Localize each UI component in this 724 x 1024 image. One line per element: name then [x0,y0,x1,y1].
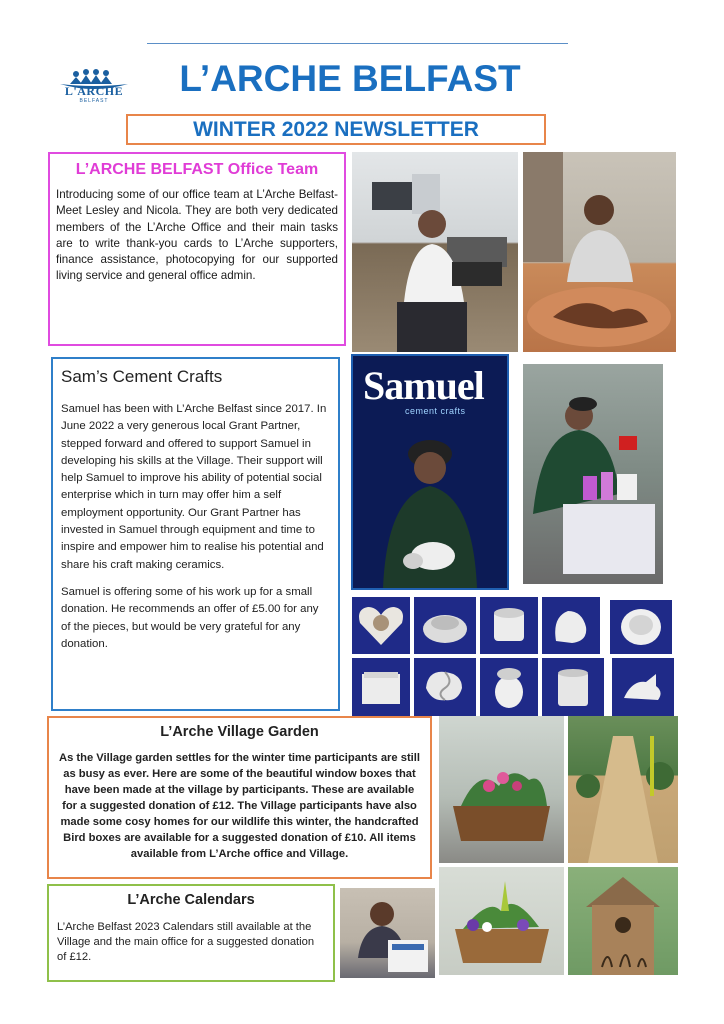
ceramic-face-planter [480,658,538,716]
calendars-section [47,884,335,982]
office-team-text: Introducing some of our office team at L’Arche Belfast-Meet Lesley and Nicola. They are both very dedicated members of the L’Arche Office and their main tasks are to write thank-you cards to L’Arche supporters, finance assistance, photocopying for our supported living service and general office admin. [56,188,338,283]
ceramic-heart-tealight [352,597,410,654]
poster-subtitle: cement crafts [405,406,466,416]
sam-paragraph-1: Samuel has been with L’Arche Belfast since 2017. In June 2022 a very generous local Grant Partner, stepped forward and offered to support Samuel in developing his skills at the Village. Their support will help Samuel to improve his ability of potential social enterprise which in turn may offer him a self employment opportunity. Our Grant Partner has invested in Samuel through equipment and time to inspire and empower him to realise his potential and share his craft making ceramics. [61,403,327,571]
ceramic-fox [612,658,674,716]
garden-text: As the Village garden settles for the winter time participants are still as busy as ever. Here are some of the beautiful window boxes that have been made at the village by participants. These are available for a suggested donation of £12. The Village participants have also made some cosy homes for our wildlife this winter, the handcrafted Bird boxes are available for a suggested donation of £10. All items available from L’Arche office and Village. [59,752,421,860]
calendars-title: L’Arche Calendars [127,892,255,908]
samuel-poster [351,354,509,590]
window-box-flowers-photo [439,867,564,975]
ceramic-bowl [610,600,672,654]
sam-section-title: Sam’s Cement Crafts [61,367,223,386]
logo-subtext: BELFAST [79,98,109,104]
samuel-workshop-photo [523,364,663,584]
ceramic-yin-yang [414,658,476,716]
ceramic-square-holder [352,658,410,716]
office-photo-lesley [352,152,518,352]
poster-title: Samuel [363,363,484,408]
calendar-photo [340,888,435,978]
header-rule [147,43,568,44]
office-team-section [48,152,346,346]
sam-paragraph-2: Samuel is offering some of his work up for a small donation. He recommends an offer of £5.00 for any of the pieces, but would be very grateful for any donation. [61,585,319,650]
calendars-text: L’Arche Belfast 2023 Calendars still available at the Village and the main office for a suggested donation of £12. [57,921,315,963]
office-team-title: L’ARCHE BELFAST Office Team [75,161,319,178]
ceramic-hand-holder [542,597,600,654]
ceramic-pot-round [480,597,538,654]
ceramic-textured-pot [542,658,604,716]
sam-cement-crafts-section [51,357,340,711]
logo-text: L'ARCHE [64,84,124,98]
newsletter-banner: WINTER 2022 NEWSLETTER [126,114,546,145]
page-title: L’ARCHE BELFAST [179,58,521,99]
ceramic-hands [414,597,476,654]
garden-title: L’Arche Village Garden [160,724,319,740]
village-garden-section [47,716,432,879]
window-box-heather-photo [439,716,564,863]
bird-box-photo [568,867,678,975]
office-photo-nicola [523,152,676,352]
garden-path-photo [568,716,678,863]
